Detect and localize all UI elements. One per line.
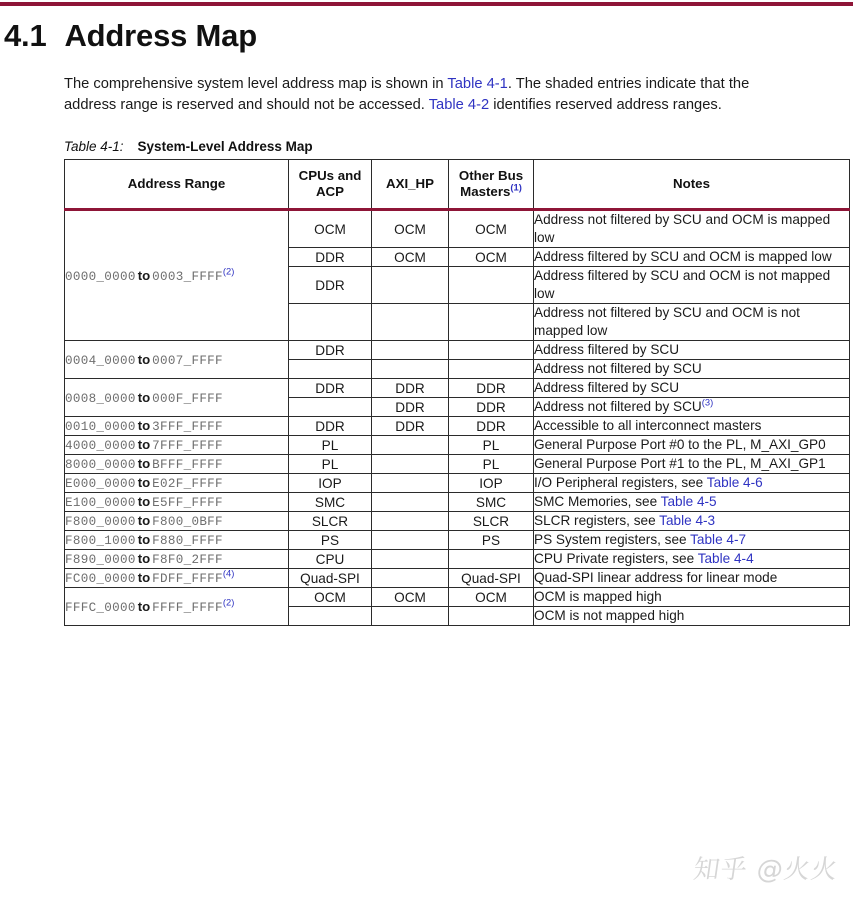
cell-other-bus-masters: IOP xyxy=(449,474,534,493)
address-range-separator: to xyxy=(137,551,151,566)
cell-other-bus-masters: OCM xyxy=(449,210,534,248)
page-title xyxy=(4,18,853,54)
table-row xyxy=(65,210,850,248)
cell-other-bus-masters xyxy=(449,360,534,379)
cell-cpus-acp: IOP xyxy=(289,474,372,493)
address-range-start: FFFC_0000 xyxy=(65,600,136,615)
address-range-end: F800_0BFF xyxy=(152,515,223,529)
address-range-separator: to xyxy=(137,532,151,547)
address-range-start: 0010_0000 xyxy=(65,420,136,434)
cell-axi-hp: OCM xyxy=(372,588,449,607)
address-range-start: 4000_0000 xyxy=(65,439,136,453)
address-range-end: 3FFF_FFFF xyxy=(152,420,223,434)
notes-link[interactable]: Table 4-6 xyxy=(706,475,763,490)
cell-axi-hp xyxy=(372,569,449,588)
cell-axi-hp xyxy=(372,360,449,379)
cell-other-bus-masters xyxy=(449,607,534,626)
notes-text: Address filtered by SCU xyxy=(534,342,680,357)
cell-other-bus-masters: PL xyxy=(449,436,534,455)
cell-other-bus-masters: Quad-SPI xyxy=(449,569,534,588)
notes-link[interactable]: Table 4-7 xyxy=(690,532,747,547)
table-row xyxy=(65,455,850,474)
address-range-end: FDFF_FFFF xyxy=(152,572,223,586)
cell-cpus-acp: SLCR xyxy=(289,512,372,531)
notes-link[interactable]: Table 4-4 xyxy=(697,551,754,566)
cell-other-bus-masters: SLCR xyxy=(449,512,534,531)
address-range-start: 8000_0000 xyxy=(65,458,136,472)
cell-axi-hp xyxy=(372,436,449,455)
cell-cpus-acp xyxy=(289,607,372,626)
address-range-start: 0000_0000 xyxy=(65,269,136,284)
cell-axi-hp xyxy=(372,267,449,304)
notes-link[interactable]: Table 4-3 xyxy=(659,513,716,528)
cell-axi-hp xyxy=(372,304,449,341)
address-range-end: 0003_FFFF xyxy=(152,269,223,284)
table-row xyxy=(65,436,850,455)
notes-text: Address filtered by SCU and OCM is mapped low xyxy=(534,249,832,264)
cell-notes xyxy=(534,531,850,550)
address-range-separator: to xyxy=(137,418,151,433)
address-range-start: E000_0000 xyxy=(65,477,136,491)
cell-other-bus-masters: DDR xyxy=(449,417,534,436)
cell-axi-hp: DDR xyxy=(372,417,449,436)
column-header-cpus-acp: CPUs and ACP xyxy=(289,160,372,210)
address-range-cell xyxy=(65,455,289,474)
cell-cpus-acp: DDR xyxy=(289,248,372,267)
notes-text: Address filtered by SCU and OCM is not mapped low xyxy=(534,268,831,301)
cell-cpus-acp: PL xyxy=(289,436,372,455)
link-table-4-1[interactable]: Table 4-1 xyxy=(447,76,508,92)
address-range-cell xyxy=(65,341,289,379)
address-range-cell xyxy=(65,531,289,550)
cell-axi-hp xyxy=(372,531,449,550)
notes-text: General Purpose Port #0 to the PL, M_AXI_GP0 xyxy=(534,437,826,452)
cell-other-bus-masters xyxy=(449,341,534,360)
cell-cpus-acp: PL xyxy=(289,455,372,474)
address-range-cell xyxy=(65,569,289,588)
cell-other-bus-masters xyxy=(449,267,534,304)
address-range-separator: to xyxy=(137,389,151,405)
cell-axi-hp: OCM xyxy=(372,210,449,248)
cell-axi-hp: OCM xyxy=(372,248,449,267)
address-range-separator: to xyxy=(137,267,151,283)
notes-text: Address not filtered by SCU xyxy=(534,361,702,376)
address-range-start: F890_0000 xyxy=(65,553,136,567)
table-row xyxy=(65,531,850,550)
cell-notes xyxy=(534,267,850,304)
cell-notes xyxy=(534,588,850,607)
address-range-end: 7FFF_FFFF xyxy=(152,439,223,453)
notes-text: CPU Private registers, see xyxy=(534,551,698,566)
cell-other-bus-masters xyxy=(449,304,534,341)
address-range-start: 0008_0000 xyxy=(65,391,136,406)
cell-notes xyxy=(534,512,850,531)
address-range-cell xyxy=(65,512,289,531)
cell-notes xyxy=(534,550,850,569)
address-range-cell xyxy=(65,588,289,626)
footnote-marker: (2) xyxy=(222,596,235,608)
cell-axi-hp: DDR xyxy=(372,398,449,417)
table-caption-label: Table 4-1: xyxy=(64,139,124,154)
watermark: 知乎 @火火 xyxy=(691,855,841,885)
intro-text-1: The comprehensive system level address map is shown in xyxy=(64,76,448,92)
cell-notes xyxy=(534,341,850,360)
footnote-marker: (4) xyxy=(222,567,235,579)
notes-text: SLCR registers, see xyxy=(534,513,660,528)
cell-cpus-acp: SMC xyxy=(289,493,372,512)
footnote-marker-1: (1) xyxy=(510,181,522,193)
table-row xyxy=(65,379,850,398)
notes-text: PS System registers, see xyxy=(534,532,691,547)
intro-paragraph xyxy=(64,74,789,115)
cell-axi-hp xyxy=(372,607,449,626)
cell-notes xyxy=(534,417,850,436)
cell-cpus-acp: Quad-SPI xyxy=(289,569,372,588)
column-header-notes: Notes xyxy=(534,160,850,210)
cell-notes xyxy=(534,398,850,417)
address-range-end: FFFF_FFFF xyxy=(152,600,223,615)
cell-other-bus-masters: PS xyxy=(449,531,534,550)
address-range-separator: to xyxy=(137,513,151,528)
address-range-end: E5FF_FFFF xyxy=(152,496,223,510)
cell-other-bus-masters: OCM xyxy=(449,588,534,607)
cell-notes xyxy=(534,455,850,474)
footnote-marker: (2) xyxy=(222,265,235,277)
address-range-cell xyxy=(65,493,289,512)
notes-text: SMC Memories, see xyxy=(534,494,661,509)
address-range-end: F8F0_2FFF xyxy=(152,553,223,567)
address-range-end: 000F_FFFF xyxy=(152,391,223,406)
cell-cpus-acp: CPU xyxy=(289,550,372,569)
table-caption xyxy=(64,139,853,154)
address-range-cell xyxy=(65,379,289,417)
table-header xyxy=(65,160,850,210)
cell-cpus-acp xyxy=(289,304,372,341)
cell-other-bus-masters: DDR xyxy=(449,398,534,417)
cell-other-bus-masters: OCM xyxy=(449,248,534,267)
column-header-axi-hp: AXI_HP xyxy=(372,160,449,210)
cell-notes xyxy=(534,436,850,455)
notes-text: Address not filtered by SCU and OCM is not mapped low xyxy=(534,305,800,338)
cell-axi-hp xyxy=(372,341,449,360)
address-range-separator: to xyxy=(137,598,151,614)
address-map-table xyxy=(64,159,850,626)
link-table-4-2[interactable]: Table 4-2 xyxy=(428,96,490,113)
section-title: Address Map xyxy=(64,18,257,53)
table-row xyxy=(65,550,850,569)
address-range-end: 0007_FFFF xyxy=(152,353,223,368)
notes-text: OCM is not mapped high xyxy=(534,608,685,623)
cell-notes xyxy=(534,210,850,248)
cell-other-bus-masters: SMC xyxy=(449,493,534,512)
table-row xyxy=(65,569,850,588)
address-range-start: F800_1000 xyxy=(65,534,136,548)
column-header-address-range: Address Range xyxy=(65,160,289,210)
cell-notes xyxy=(534,569,850,588)
address-range-end: F880_FFFF xyxy=(152,534,223,548)
cell-notes xyxy=(534,379,850,398)
notes-link[interactable]: Table 4-5 xyxy=(660,494,717,509)
section-number: 4.1 xyxy=(4,18,47,53)
cell-axi-hp xyxy=(372,474,449,493)
cell-cpus-acp: DDR xyxy=(289,341,372,360)
address-range-end: BFFF_FFFF xyxy=(152,458,223,472)
notes-text: I/O Peripheral registers, see xyxy=(534,475,707,490)
table-row xyxy=(65,588,850,607)
column-header-other-bus-masters xyxy=(449,160,534,210)
cell-cpus-acp: DDR xyxy=(289,417,372,436)
notes-text: OCM is mapped high xyxy=(534,589,662,604)
table-row xyxy=(65,417,850,436)
cell-cpus-acp: PS xyxy=(289,531,372,550)
cell-cpus-acp: DDR xyxy=(289,267,372,304)
address-range-separator: to xyxy=(137,570,151,585)
cell-cpus-acp xyxy=(289,398,372,417)
notes-text: Address not filtered by SCU xyxy=(534,399,702,414)
address-range-cell xyxy=(65,474,289,493)
address-range-separator: to xyxy=(137,475,151,490)
address-range-separator: to xyxy=(137,351,151,367)
cell-notes xyxy=(534,248,850,267)
address-range-cell xyxy=(65,436,289,455)
cell-notes xyxy=(534,607,850,626)
column-header-other-bus-masters-label: Other Bus Masters xyxy=(458,168,524,199)
cell-axi-hp xyxy=(372,493,449,512)
notes-text: General Purpose Port #1 to the PL, M_AXI_GP1 xyxy=(534,456,826,471)
address-range-separator: to xyxy=(137,456,151,471)
cell-notes xyxy=(534,304,850,341)
notes-text: Quad-SPI linear address for linear mode xyxy=(534,570,778,585)
intro-text-2: . The shaded entries indicate that the address range is reserved and should not be accessed. xyxy=(64,76,750,113)
cell-cpus-acp: OCM xyxy=(289,588,372,607)
address-range-start: E100_0000 xyxy=(65,496,136,510)
cell-notes xyxy=(534,493,850,512)
address-range-separator: to xyxy=(137,437,151,452)
cell-axi-hp xyxy=(372,512,449,531)
table-header-row xyxy=(65,160,850,210)
table-row xyxy=(65,493,850,512)
cell-notes xyxy=(534,360,850,379)
table-row xyxy=(65,474,850,493)
cell-axi-hp xyxy=(372,455,449,474)
notes-text: Accessible to all interconnect masters xyxy=(534,418,762,433)
address-range-start: FC00_0000 xyxy=(65,572,136,586)
intro-text-3: identifies reserved address ranges. xyxy=(489,96,722,113)
cell-axi-hp xyxy=(372,550,449,569)
address-range-start: F800_0000 xyxy=(65,515,136,529)
cell-other-bus-masters: PL xyxy=(449,455,534,474)
cell-axi-hp: DDR xyxy=(372,379,449,398)
address-range-cell xyxy=(65,417,289,436)
address-range-cell xyxy=(65,550,289,569)
notes-text: Address filtered by SCU xyxy=(534,380,680,395)
cell-other-bus-masters xyxy=(449,550,534,569)
address-range-end: E02F_FFFF xyxy=(152,477,223,491)
table-body xyxy=(65,210,850,626)
table-row xyxy=(65,512,850,531)
address-range-separator: to xyxy=(137,494,151,509)
cell-notes xyxy=(534,474,850,493)
table-row xyxy=(65,341,850,360)
cell-cpus-acp: OCM xyxy=(289,210,372,248)
cell-cpus-acp xyxy=(289,360,372,379)
table-caption-title: System-Level Address Map xyxy=(137,139,313,154)
cell-other-bus-masters: DDR xyxy=(449,379,534,398)
cell-cpus-acp: DDR xyxy=(289,379,372,398)
footnote-marker: (3) xyxy=(701,396,714,408)
notes-text: Address not filtered by SCU and OCM is mapped low xyxy=(534,212,831,245)
address-range-start: 0004_0000 xyxy=(65,353,136,368)
address-range-cell xyxy=(65,210,289,341)
